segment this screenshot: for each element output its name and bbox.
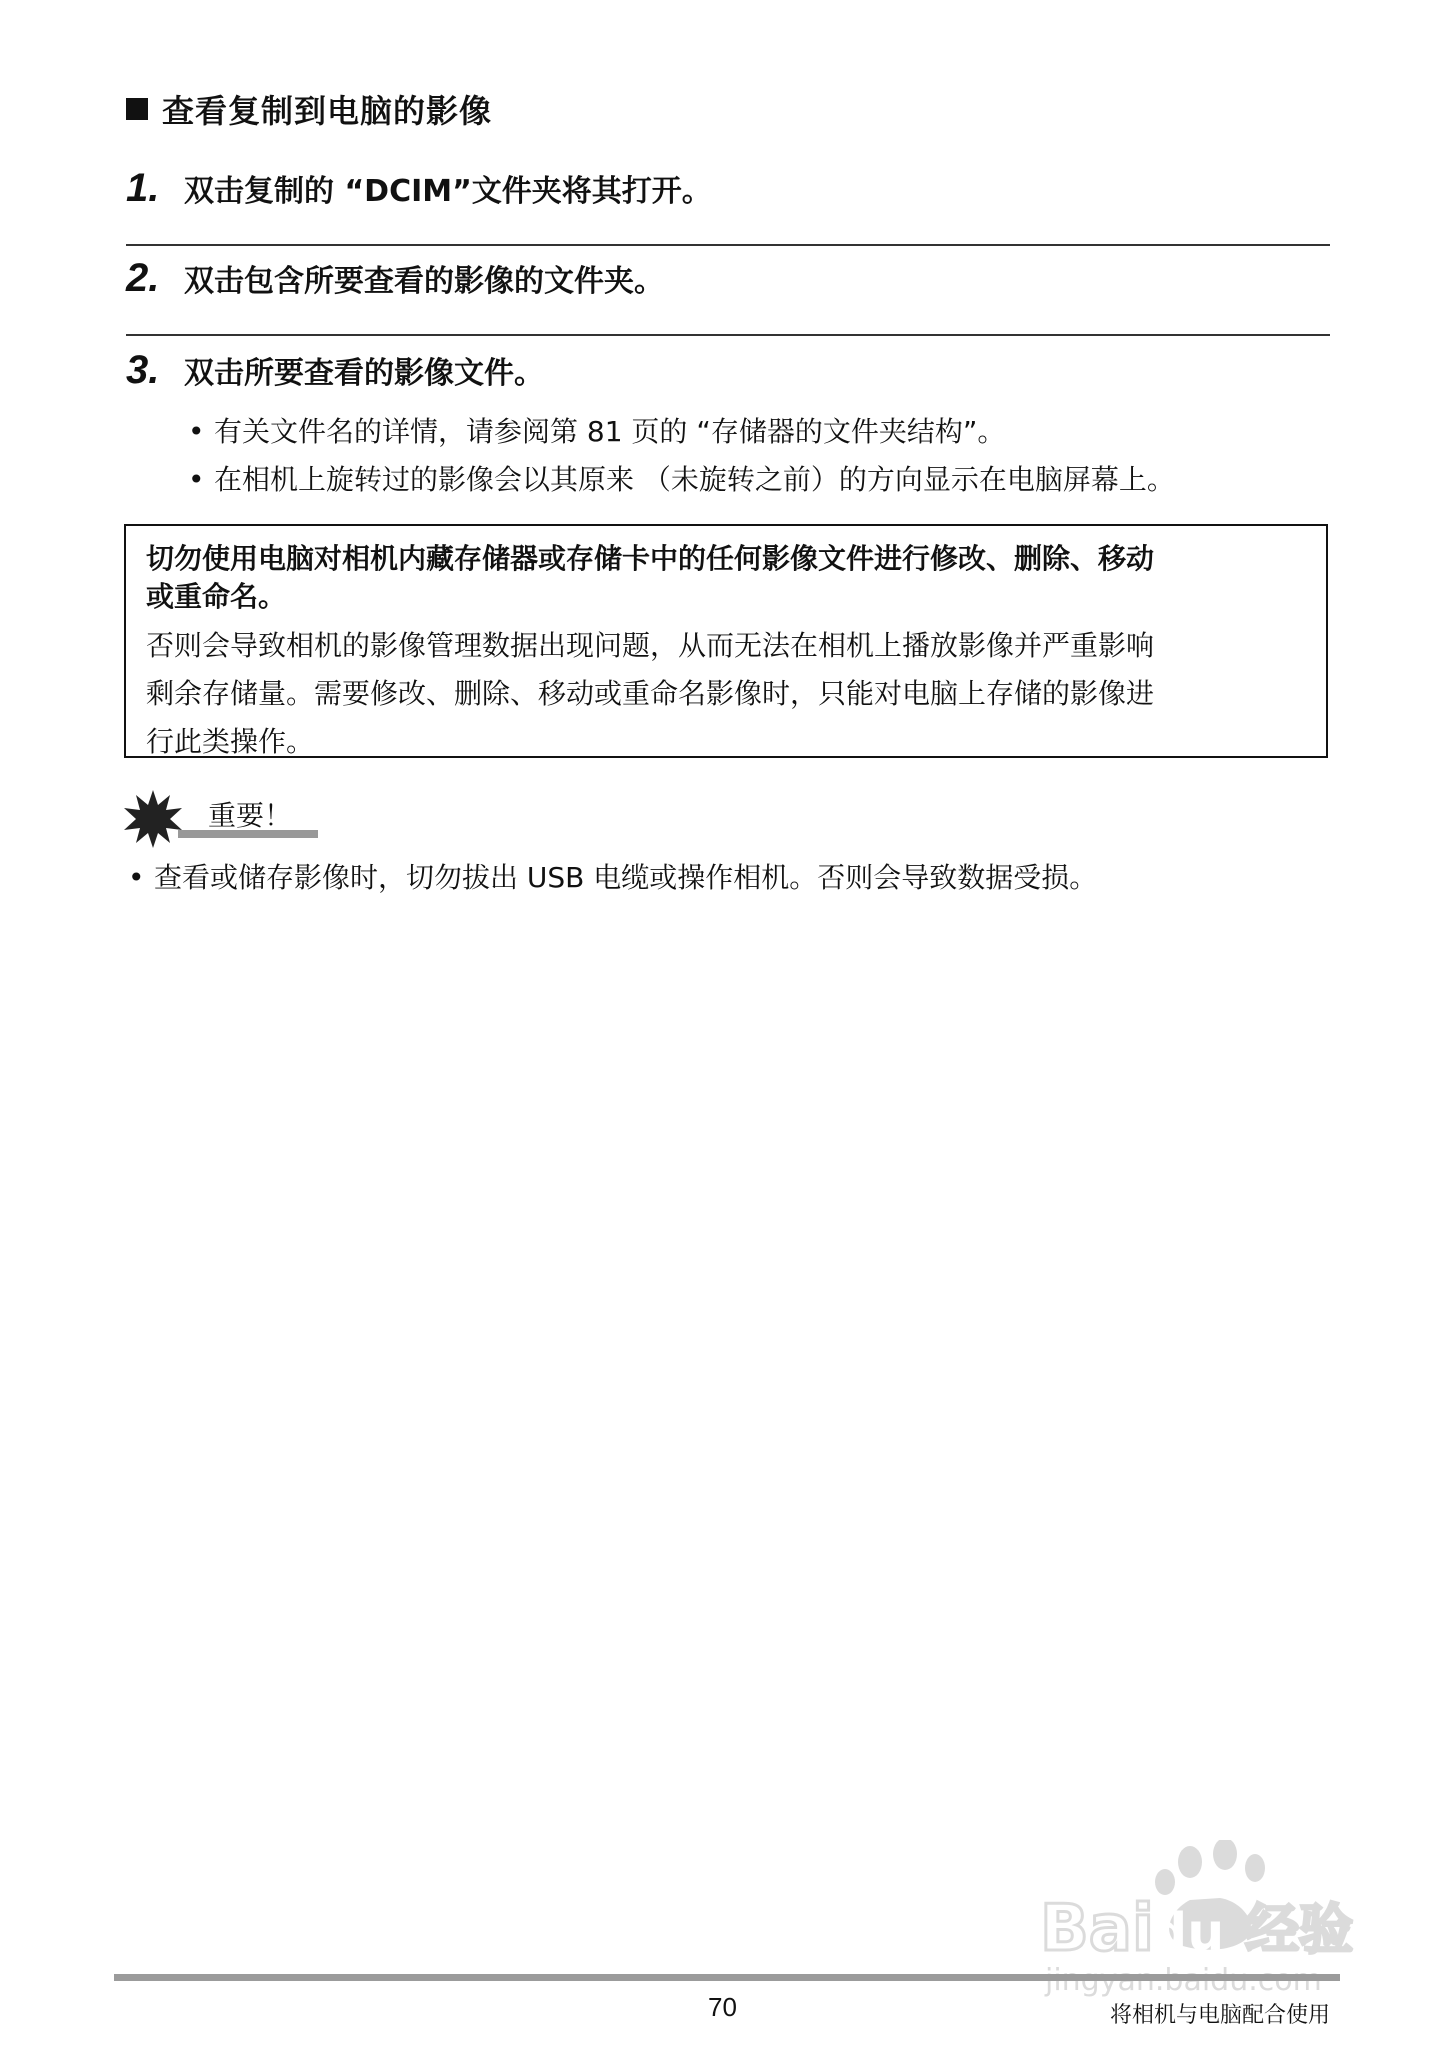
footer-rule (114, 1974, 1340, 1981)
bullet-dot: • (128, 861, 145, 894)
starburst-icon (124, 790, 182, 848)
step-text: 双击所要查看的影像文件。 (184, 356, 544, 391)
step-number: 2. (126, 256, 160, 300)
step-text: 双击包含所要查看的影像的文件夹。 (184, 264, 664, 299)
step-text: 双击复制的 “DCIM”文件夹将其打开。 (184, 174, 712, 209)
chapter-title: 将相机与电脑配合使用 (1110, 2003, 1331, 2028)
list-item (188, 410, 1005, 450)
warning-box (124, 524, 1328, 758)
svg-text:经验: 经验 (1245, 1898, 1353, 1961)
warning-body-line-3: 行此类操作。 (146, 725, 315, 758)
warning-heading-line-2: 或重命名。 (146, 580, 287, 613)
step-1 (126, 166, 712, 211)
warning-heading-line-1: 切勿使用电脑对相机内藏存储器或存储卡中的任何影像文件进行修改、删除、移动 (146, 542, 1155, 575)
bullet-dot: • (188, 415, 205, 448)
svg-text:du: du (1150, 1903, 1225, 1963)
square-bullet-icon (126, 98, 148, 120)
list-item-text: 查看或储存影像时，切勿拔出 USB 电缆或操作相机。否则会导致数据受损。 (154, 861, 1098, 894)
page-number: 70 (708, 1992, 737, 2022)
step-number: 3. (126, 348, 160, 392)
step-number: 1. (126, 166, 160, 210)
svg-text:Bai: Bai (1040, 1892, 1154, 1966)
step-3 (126, 348, 544, 393)
warning-body-line-2: 剩余存储量。需要修改、删除、移动或重命名影像时，只能对电脑上存储的影像进 (146, 677, 1155, 710)
warning-body (146, 622, 1306, 766)
list-item-text: 在相机上旋转过的影像会以其原来 （未旋转之前）的方向显示在电脑屏幕上。 (214, 463, 1175, 496)
section-title (126, 86, 492, 132)
important-label: 重要！ (208, 799, 293, 832)
bullet-dot: • (188, 463, 205, 496)
divider (126, 244, 1330, 246)
warning-body-line-1: 否则会导致相机的影像管理数据出现问题，从而无法在相机上播放影像并严重影响 (146, 629, 1155, 662)
list-item (188, 458, 1175, 498)
list-item (128, 856, 1097, 896)
step-2 (126, 256, 664, 301)
section-title-text: 查看复制到电脑的影像 (162, 92, 493, 130)
divider (126, 334, 1330, 336)
list-item-text: 有关文件名的详情，请参阅第 81 页的 “存储器的文件夹结构”。 (214, 415, 1006, 448)
